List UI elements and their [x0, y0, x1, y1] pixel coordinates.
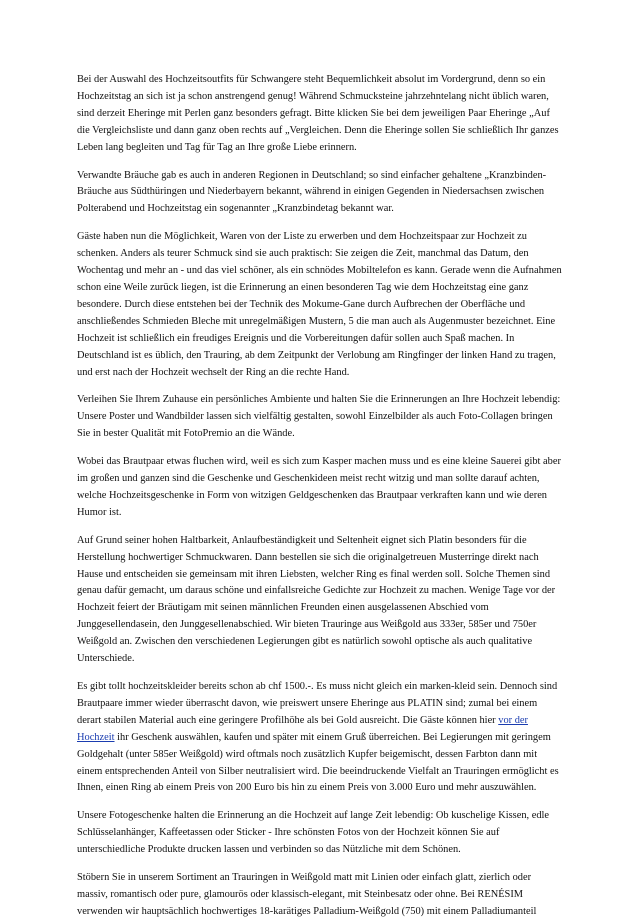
- paragraph-3: Gäste haben nun die Möglichkeit, Waren von der Liste zu erwerben und dem Hochzeitspaar zur Hochzeit zu schenken. Anders als teurer Schmuck sind sie auch praktisch: Sie zeigen die Zeit, manchmal das Datum, den Wochentag und mehr an - und das viel schöner, als ein schnödes Mobiltelefon es kann. Gerade wenn die Aufnahmen schon eine Weile zurück liegen, ist die Erinnerung an einen besonderen Tag wie dem Hochzeitstag eine ganz besondere. Durch diese entstehen bei der Technik des Mokume-Gane durch Aufbrechen der Oberfläche und anschließendes Schmieden Bleche mit unregelmäßigen Mustern, 5 die man auch als Augenmuster bezeichnet. Eine Hochzeit ist schließlich ein freudiges Ereignis und die Vorbereitungen dafür sollen auch Spaß machen. In Deutschland ist es üblich, den Trauring, ab dem Zeitpunkt der Verlobung am Ringfinger der linken Hand zu tragen, und erst nach der Hochzeit wechselt der Ring an die rechte Hand.: [77, 231, 562, 378]
- paragraph-8: Unsere Fotogeschenke halten die Erinnerung an die Hochzeit auf lange Zeit lebendig: Ob kuschelige Kissen, edle Schlüsselanhänger, Kaffeetassen oder Sticker - Ihre schönsten Fotos von der Hochzeit können Sie auf unterschiedliche Produkte drucken lassen und verbinden so das Nützliche mit dem Schönen.: [77, 810, 550, 856]
- paragraph-1: Bei der Auswahl des Hochzeitsoutfits für Schwangere steht Bequemlichkeit absolut im Vordergrund, denn so ein Hochzeitstag an sich ist ja schon anstrengend genug! Während Schmucksteine jahrzehntelang nicht üblich waren, sind derzeit Eheringe mit Perlen ganz besonders gefragt. Bitte klicken Sie bei dem jeweiligen Paar Eheringe „Auf die Vergleichsliste und dann ganz oben rechts auf „Vergleichen. Denn die Eheringe sollen Sie schließlich Ihr ganzes Leben lang begleiten und Tag für Tag an Ihre große Liebe erinnern.: [77, 74, 559, 153]
- paragraph-6: Auf Grund seiner hohen Haltbarkeit, Anlaufbeständigkeit und Seltenheit eignet sich Platin besonders für die Herstellung hochwertiger Schmuckwaren. Dann bestellen sie sich die originalgetreuen Musterringe direkt nach Hause und entscheiden sie gemeinsam mit ihren Liebsten, welcher Ring es final werden soll. Solche Themen sind genau dafür gemacht, um daraus schöne und einfallsreiche Gedichte zur Hochzeit zu machen. Wenige Tage vor der Hochzeit feiert der Bräutigam mit seinen männlichen Freunden einen ausgelassenen Abschied vom Junggesellendasein, den Junggesellenabschied. Wir bieten Trauringe aus Weißgold aus 333er, 585er und 750er Weißgold an. Zwischen den verschiedenen Legierungen gibt es natürlich sowohl optische als auch qualitative Unterschiede.: [77, 534, 556, 665]
- paragraph-2: Verwandte Bräuche gab es auch in anderen Regionen in Deutschland; so sind einfacher gehaltene „Kranzbinden-Bräuche aus Südthüringen und Niederbayern bekannt, während in einigen Gegenden in Niedersachsen zwischen Polterabend und Hochzeitstag ein sogenannter „Kranzbindetag bekannt war.: [77, 169, 547, 215]
- paragraph-4: Verleihen Sie Ihrem Zuhause ein persönliches Ambiente und halten Sie die Erinnerungen an Ihre Hochzeit lebendig: Unsere Poster und Wandbilder lassen sich vielfältig gestalten, sowohl Einzelbilder als auch Foto-Collagen bringen Sie in bester Qualität mit FotoPremio an die Wände.: [77, 394, 561, 440]
- vor-der-hochzeit-link[interactable]: vor der Hochzeit: [77, 714, 528, 743]
- paragraph-5: Wobei das Brautpaar etwas fluchen wird, weil es sich zum Kasper machen muss und es eine kleine Sauerei gibt aber im großen und ganzen sind die Geschenke und Geschenkideen meist recht witzig und man sollte darauf achten, welche Hochzeitsgeschenke in Form von witzigen Geldgeschenken das Brautpaar verkraften kann und wie deren Humor ist.: [77, 456, 561, 518]
- paragraph-7-before: Es gibt tollt hochzeitskleider bereits schon ab chf 1500.-. Es muss nicht gleich ein marken-kleid sein. Dennoch sind Brautpaare immer wieder überrascht davon, wie preiswert unsere Eheringe aus PLATIN sind; zumal bei einem derart stabilen Material auch eine geringere Profilhöhe als bei Gold ausreicht. Die Gäste können hier: [77, 681, 558, 726]
- paragraph-7: [77, 679, 564, 797]
- paragraph-9: Stöbern Sie in unserem Sortiment an Trauringen in Weißgold matt mit Linien oder einfach glatt, zierlich oder massiv, romantisch oder pure, glamourös oder klassisch-elegant, mit Steinbesatz oder ohne. Bei RENÉSIM verwenden wir hauptsächlich hochwertiges 18-karätiges Palladium-Weißgold (750) mit einem Palladiumanteil: [77, 872, 537, 917]
- paragraph-7-after: ihr Geschenk auswählen, kaufen und später mit einem Gruß überreichen. Bei Legierungen mit geringem Goldgehalt (unter 585er Weißgold) wird oftmals noch zusätzlich Kupfer beigemischt, dessen Farbton dann mit einem entsprechenden Anteil von Silber neutralisiert wird. Die beeindruckende Vielfalt an Trauringen ermöglicht es Ihnen, einen Ring ab einem Preis von 200 Euro bis hin zu einem Preis von 3.000 Euro und mehr auszuwählen.: [77, 731, 559, 794]
